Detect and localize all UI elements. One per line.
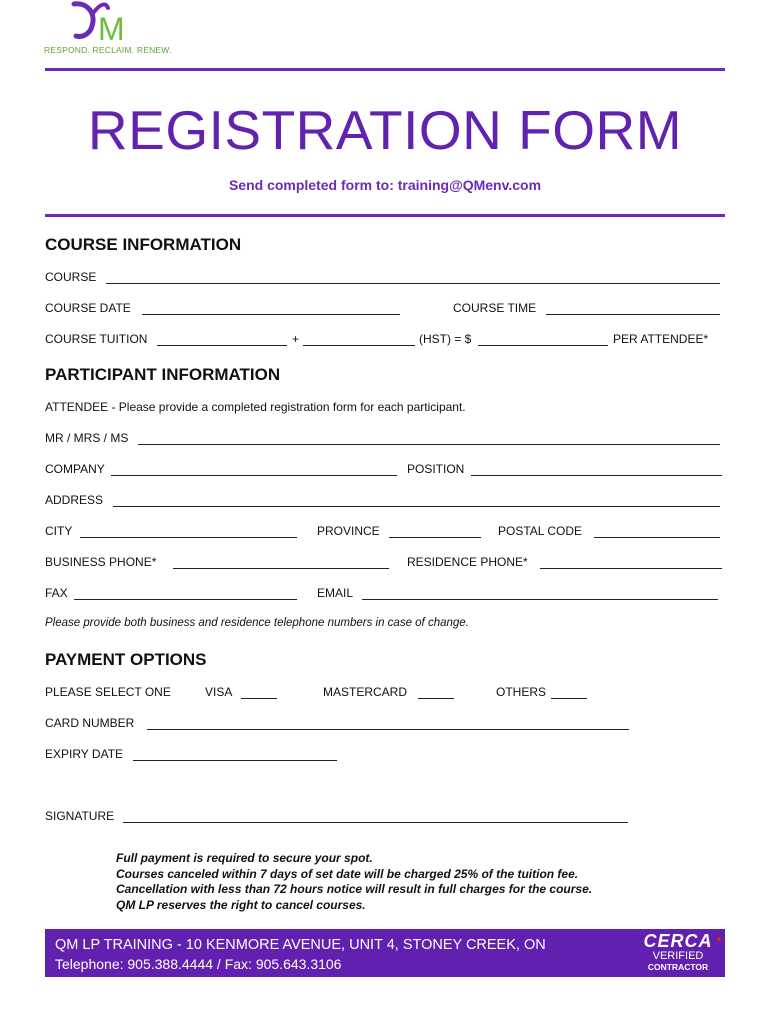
- business-phone-label: BUSINESS PHONE*: [45, 555, 157, 569]
- company-label: COMPANY: [45, 462, 105, 476]
- footer-bar: [45, 929, 725, 977]
- cerca-contractor: CONTRACTOR: [647, 962, 709, 972]
- email-label: EMAIL: [317, 586, 354, 600]
- top-divider: [45, 68, 725, 71]
- course-label: COURSE: [45, 270, 97, 284]
- business-phone-field[interactable]: [173, 568, 389, 569]
- per-attendee-label: PER ATTENDEE*: [613, 332, 709, 346]
- cerca-verified: VERIFIED: [652, 950, 704, 962]
- address-label: ADDRESS: [45, 493, 104, 507]
- signature-label: SIGNATURE: [45, 809, 115, 823]
- hst-field[interactable]: [303, 345, 415, 346]
- position-label: POSITION: [407, 462, 465, 476]
- term-line: Full payment is required to secure your spot.: [116, 851, 373, 865]
- course-time-label: COURSE TIME: [453, 301, 537, 315]
- title-divider: [45, 214, 725, 217]
- course-date-label: COURSE DATE: [45, 301, 131, 315]
- email-field[interactable]: [362, 599, 718, 600]
- visa-option[interactable]: [241, 698, 277, 699]
- city-field[interactable]: [80, 537, 297, 538]
- expiry-label: EXPIRY DATE: [45, 747, 124, 761]
- city-label: CITY: [45, 524, 73, 538]
- cerca-dot-icon: [717, 937, 721, 941]
- postal-code-field[interactable]: [594, 537, 720, 538]
- course-time-field[interactable]: [546, 314, 720, 315]
- send-instructions: Send completed form to: training@QMenv.com: [228, 177, 542, 193]
- cerca-badge: [639, 931, 717, 975]
- name-field[interactable]: [138, 444, 720, 445]
- signature-field[interactable]: [123, 822, 628, 823]
- footer-phone: Telephone: 905.388.4444 / Fax: 905.643.3106: [55, 956, 342, 972]
- logo-tagline: RESPOND. RECLAIM. RENEW.: [44, 45, 172, 55]
- page-title: REGISTRATION FORM: [87, 99, 683, 161]
- mastercard-option[interactable]: [418, 698, 454, 699]
- select-one-label: PLEASE SELECT ONE: [45, 685, 171, 699]
- participant-info-heading: PARTICIPANT INFORMATION: [45, 365, 281, 384]
- total-field[interactable]: [478, 345, 608, 346]
- residence-phone-field[interactable]: [540, 568, 722, 569]
- term-line: QM LP reserves the right to cancel courses.: [116, 897, 366, 912]
- mastercard-label: MASTERCARD: [323, 685, 408, 699]
- residence-phone-label: RESIDENCE PHONE*: [407, 555, 528, 569]
- attendee-note: ATTENDEE - Please provide a completed registration form for each participant.: [45, 400, 466, 414]
- payment-heading: PAYMENT OPTIONS: [45, 650, 207, 669]
- term-line: Courses canceled within 7 days of set date will be charged 25% of the tuition fee.: [116, 866, 579, 881]
- hst-label: (HST) = $: [419, 332, 472, 346]
- others-option[interactable]: [551, 698, 587, 699]
- card-number-field[interactable]: [147, 729, 629, 730]
- fax-label: FAX: [45, 586, 68, 600]
- course-date-field[interactable]: [142, 314, 400, 315]
- expiry-field[interactable]: [133, 760, 337, 761]
- course-field[interactable]: [106, 283, 720, 284]
- address-field[interactable]: [113, 506, 720, 507]
- svg-text:M: M: [98, 11, 125, 47]
- postal-code-label: POSTAL CODE: [498, 524, 583, 538]
- plus-sign: +: [292, 332, 300, 346]
- terms-block: [116, 851, 592, 913]
- footer-address: QM LP TRAINING - 10 KENMORE AVENUE, UNIT 4, STONEY CREEK, ON: [55, 937, 546, 953]
- cerca-name: CERCA: [643, 931, 713, 951]
- name-label: MR / MRS / MS: [45, 431, 129, 445]
- company-field[interactable]: [111, 475, 397, 476]
- province-field[interactable]: [389, 537, 481, 538]
- others-label: OTHERS: [496, 685, 547, 699]
- visa-label: VISA: [205, 685, 233, 699]
- tuition-field[interactable]: [157, 345, 287, 346]
- card-number-label: CARD NUMBER: [45, 716, 135, 730]
- tuition-label: COURSE TUITION: [45, 332, 148, 346]
- course-info-heading: COURSE INFORMATION: [45, 235, 242, 254]
- fax-field[interactable]: [74, 599, 297, 600]
- province-label: PROVINCE: [317, 524, 380, 538]
- phone-note: Please provide both business and residence telephone numbers in case of change.: [45, 617, 469, 629]
- term-line: Cancellation with less than 72 hours notice will result in full charges for the course.: [116, 882, 593, 896]
- position-field[interactable]: [471, 475, 722, 476]
